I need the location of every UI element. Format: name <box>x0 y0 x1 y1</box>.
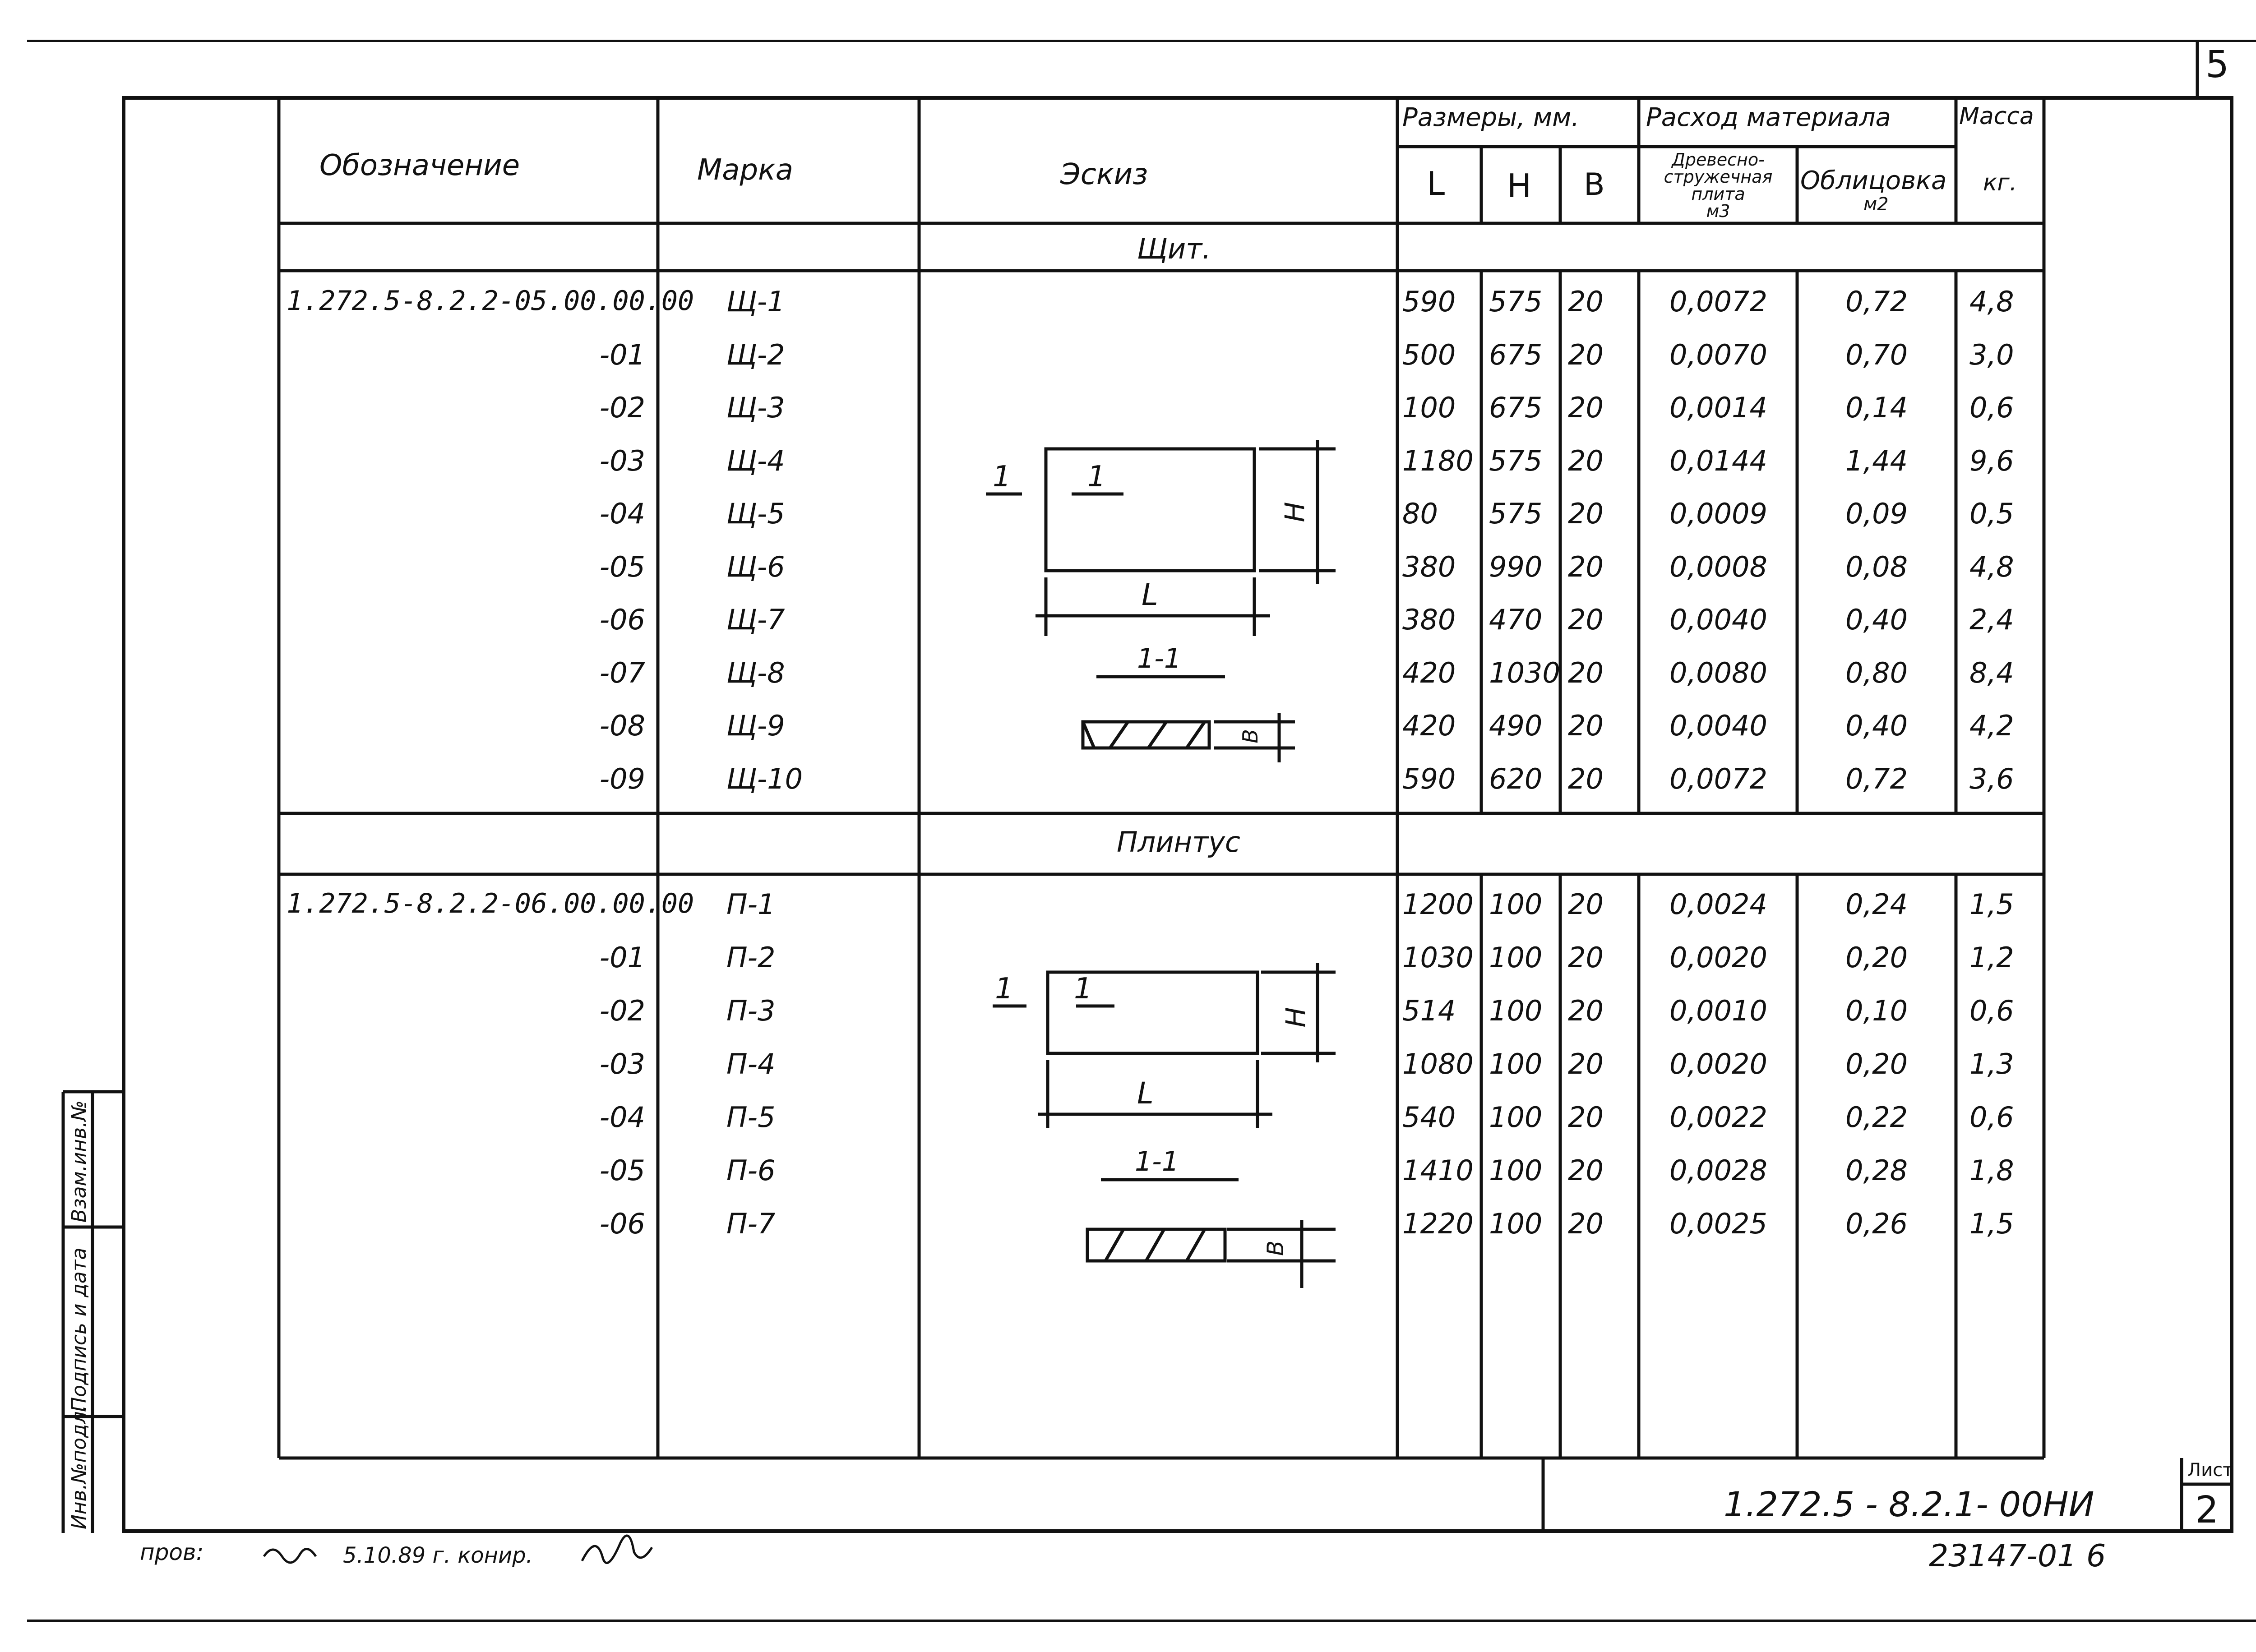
header-mark: Марка <box>697 153 793 187</box>
cell-designation-suffix: -02 <box>599 994 645 1027</box>
cell-dim-l: 380 <box>1402 550 1456 583</box>
cell-cladding-area: 0,10 <box>1845 994 1908 1027</box>
cell-mass: 0,5 <box>1969 497 2014 530</box>
cell-dim-h: 990 <box>1489 550 1543 583</box>
cell-dim-h: 100 <box>1489 1154 1543 1187</box>
cell-mark: Щ-2 <box>726 338 785 371</box>
cell-dim-h: 675 <box>1489 338 1543 371</box>
cell-dim-h: 620 <box>1489 762 1543 795</box>
cell-mass: 3,6 <box>1969 762 2014 795</box>
cell-mark: П-1 <box>726 888 776 921</box>
cell-dim-b: 20 <box>1568 338 1604 371</box>
cell-mass: 1,2 <box>1969 941 2014 974</box>
cell-chipboard-volume: 0,0014 <box>1669 391 1767 424</box>
cell-chipboard-volume: 0,0025 <box>1669 1207 1767 1240</box>
header-dim-b: B <box>1584 167 1605 203</box>
plinth-section-mark-right: 1 <box>1074 972 1092 1006</box>
cell-dim-h: 575 <box>1489 285 1543 318</box>
section2-base-code: 1.272.5-8.2.2-06.00.00.00 <box>287 888 694 919</box>
stamp-inv-original: Инв.№подл. <box>68 1405 91 1529</box>
cell-designation-suffix: -02 <box>599 391 645 424</box>
header-material-consumption: Расход материала <box>1646 103 1891 132</box>
header-chipboard-unit: м3 <box>1706 201 1730 221</box>
cell-dim-b: 20 <box>1568 603 1604 636</box>
cell-chipboard-volume: 0,0040 <box>1669 709 1767 742</box>
cell-mass: 1,5 <box>1969 888 2014 921</box>
cell-dim-h: 100 <box>1489 1207 1543 1240</box>
checked-text: 5.10.89 г. конир. <box>343 1543 533 1568</box>
plinth-section-title: 1-1 <box>1135 1146 1179 1177</box>
cell-cladding-area: 0,09 <box>1845 497 1908 530</box>
cell-dim-b: 20 <box>1568 762 1604 795</box>
cell-mark: П-6 <box>726 1154 776 1187</box>
cell-dim-b: 20 <box>1568 550 1604 583</box>
cell-mark: Щ-6 <box>726 550 785 583</box>
cell-dim-h: 1030 <box>1489 656 1560 689</box>
cell-designation-suffix: -05 <box>599 1154 645 1187</box>
cell-mass: 0,6 <box>1969 1101 2014 1134</box>
cell-dim-b: 20 <box>1568 444 1604 477</box>
cell-cladding-area: 0,40 <box>1845 603 1908 636</box>
cell-cladding-area: 0,14 <box>1845 391 1908 424</box>
header-mass-unit: кг. <box>1983 169 2017 196</box>
header-chipboard-line3: плита <box>1691 184 1745 204</box>
cell-chipboard-volume: 0,0070 <box>1669 338 1767 371</box>
cell-mark: Щ-4 <box>726 444 785 477</box>
cell-designation-suffix: -01 <box>599 338 645 371</box>
stamp-signature-date: Подпись и дата <box>68 1247 91 1412</box>
plinth-dim-b-label: B <box>1262 1240 1289 1256</box>
cell-chipboard-volume: 0,0144 <box>1669 444 1767 477</box>
cell-chipboard-volume: 0,0020 <box>1669 1047 1767 1080</box>
cell-dim-l: 590 <box>1402 762 1456 795</box>
cell-cladding-area: 0,72 <box>1845 285 1908 318</box>
panel-section-mark-left: 1 <box>993 460 1011 494</box>
cell-cladding-area: 0,24 <box>1845 888 1908 921</box>
section-title-panel: Щит. <box>1137 232 1211 265</box>
cell-cladding-area: 0,20 <box>1845 1047 1908 1080</box>
plinth-section-mark-left: 1 <box>995 972 1013 1006</box>
checked-label: пров: <box>140 1539 204 1565</box>
cell-mark: П-4 <box>726 1047 776 1080</box>
cell-mark: Щ-3 <box>726 391 785 424</box>
cell-mass: 1,3 <box>1969 1047 2014 1080</box>
header-designation: Обозначение <box>319 149 520 182</box>
cell-designation-suffix: -04 <box>599 497 645 530</box>
cell-chipboard-volume: 0,0008 <box>1669 550 1767 583</box>
cell-chipboard-volume: 0,0028 <box>1669 1154 1767 1187</box>
cell-mark: П-3 <box>726 994 776 1027</box>
header-dimensions: Размеры, мм. <box>1402 103 1580 132</box>
plinth-dim-h-label: H <box>1280 1007 1312 1028</box>
cell-mass: 0,6 <box>1969 391 2014 424</box>
cell-dim-h: 100 <box>1489 888 1543 921</box>
cell-mark: П-5 <box>726 1101 776 1134</box>
cell-chipboard-volume: 0,0010 <box>1669 994 1767 1027</box>
cell-cladding-area: 0,28 <box>1845 1154 1908 1187</box>
cell-dim-h: 490 <box>1489 709 1543 742</box>
cell-cladding-area: 0,08 <box>1845 550 1908 583</box>
cell-designation-suffix: -07 <box>599 656 645 689</box>
header-dim-l: L <box>1427 165 1445 203</box>
header-mass: Масса <box>1959 103 2034 130</box>
cell-dim-b: 20 <box>1568 888 1604 921</box>
cell-dim-b: 20 <box>1568 1101 1604 1134</box>
header-dim-h: H <box>1507 167 1532 205</box>
cell-mass: 4,2 <box>1969 709 2014 742</box>
cell-designation-suffix: -06 <box>599 603 645 636</box>
cell-mass: 1,5 <box>1969 1207 2014 1240</box>
cell-dim-h: 675 <box>1489 391 1543 424</box>
cell-dim-b: 20 <box>1568 285 1604 318</box>
cell-chipboard-volume: 0,0009 <box>1669 497 1767 530</box>
header-sketch: Эскиз <box>1060 158 1148 191</box>
header-cladding-unit: м2 <box>1863 194 1889 215</box>
header-chipboard-line2: стружечная <box>1664 167 1773 187</box>
cell-mass: 8,4 <box>1969 656 2014 689</box>
header-chipboard-line1: Древесно- <box>1672 150 1765 170</box>
cell-dim-l: 420 <box>1402 656 1456 689</box>
cell-chipboard-volume: 0,0080 <box>1669 656 1767 689</box>
cell-dim-h: 100 <box>1489 994 1543 1027</box>
cell-mark: Щ-8 <box>726 656 785 689</box>
cell-cladding-area: 0,72 <box>1845 762 1908 795</box>
cell-chipboard-volume: 0,0072 <box>1669 285 1767 318</box>
cell-dim-l: 540 <box>1402 1101 1456 1134</box>
cell-dim-l: 1200 <box>1402 888 1474 921</box>
cell-dim-b: 20 <box>1568 1154 1604 1187</box>
cell-dim-h: 100 <box>1489 941 1543 974</box>
cell-designation-suffix: -06 <box>599 1207 645 1240</box>
cell-cladding-area: 0,22 <box>1845 1101 1908 1134</box>
cell-designation-suffix: -01 <box>599 941 645 974</box>
panel-section-title: 1-1 <box>1137 643 1181 674</box>
cell-mark: Щ-1 <box>726 285 785 318</box>
cell-dim-l: 590 <box>1402 285 1456 318</box>
cell-cladding-area: 0,26 <box>1845 1207 1908 1240</box>
title-block-sheet-number: 2 <box>2195 1489 2219 1532</box>
cell-mass: 4,8 <box>1969 550 2014 583</box>
cell-designation-suffix: -05 <box>599 550 645 583</box>
section-title-plinth: Плинтус <box>1117 826 1240 858</box>
header-cladding: Облицовка <box>1800 166 1947 195</box>
cell-dim-l: 1030 <box>1402 941 1474 974</box>
cell-chipboard-volume: 0,0020 <box>1669 941 1767 974</box>
cell-dim-l: 380 <box>1402 603 1456 636</box>
cell-mark: Щ-10 <box>726 762 803 795</box>
cell-dim-b: 20 <box>1568 994 1604 1027</box>
cell-mark: Щ-7 <box>726 603 785 636</box>
cell-dim-b: 20 <box>1568 656 1604 689</box>
cell-dim-h: 100 <box>1489 1101 1543 1134</box>
cell-cladding-area: 0,80 <box>1845 656 1908 689</box>
cell-mass: 3,0 <box>1969 338 2014 371</box>
cell-dim-b: 20 <box>1568 391 1604 424</box>
cell-designation-suffix: -03 <box>599 444 645 477</box>
section1-base-code: 1.272.5-8.2.2-05.00.00.00 <box>287 285 694 317</box>
cell-dim-b: 20 <box>1568 497 1604 530</box>
cell-chipboard-volume: 0,0072 <box>1669 762 1767 795</box>
cell-dim-l: 1180 <box>1402 444 1474 477</box>
cell-chipboard-volume: 0,0040 <box>1669 603 1767 636</box>
cell-dim-l: 514 <box>1402 994 1456 1027</box>
cell-mark: Щ-5 <box>726 497 785 530</box>
cell-dim-h: 100 <box>1489 1047 1543 1080</box>
page-number: 5 <box>2205 43 2229 86</box>
cell-cladding-area: 0,70 <box>1845 338 1908 371</box>
cell-dim-b: 20 <box>1568 941 1604 974</box>
cell-chipboard-volume: 0,0022 <box>1669 1101 1767 1134</box>
cell-mass: 4,8 <box>1969 285 2014 318</box>
cell-designation-suffix: -03 <box>599 1047 645 1080</box>
cell-dim-h: 575 <box>1489 497 1543 530</box>
cell-dim-l: 100 <box>1402 391 1456 424</box>
plinth-dim-l-label: L <box>1137 1076 1154 1111</box>
cell-dim-l: 1080 <box>1402 1047 1474 1080</box>
cell-mark: П-7 <box>726 1207 776 1240</box>
cell-mass: 1,8 <box>1969 1154 2014 1187</box>
cell-chipboard-volume: 0,0024 <box>1669 888 1767 921</box>
cell-mark: П-2 <box>726 941 776 974</box>
cell-dim-l: 500 <box>1402 338 1456 371</box>
cell-mass: 2,4 <box>1969 603 2014 636</box>
panel-section-mark-right: 1 <box>1087 460 1106 494</box>
cell-dim-l: 80 <box>1402 497 1438 530</box>
archive-number: 23147-01 6 <box>1929 1538 2106 1574</box>
cell-designation-suffix: -08 <box>599 709 645 742</box>
stamp-replace-inv: Взам.инв.№ <box>68 1100 91 1223</box>
cell-dim-b: 20 <box>1568 1207 1604 1240</box>
cell-dim-b: 20 <box>1568 1047 1604 1080</box>
cell-dim-h: 575 <box>1489 444 1543 477</box>
cell-mark: Щ-9 <box>726 709 785 742</box>
cell-dim-b: 20 <box>1568 709 1604 742</box>
cell-dim-l: 1410 <box>1402 1154 1474 1187</box>
cell-mass: 0,6 <box>1969 994 2014 1027</box>
cell-dim-l: 1220 <box>1402 1207 1474 1240</box>
cell-mass: 9,6 <box>1969 444 2014 477</box>
cell-cladding-area: 0,20 <box>1845 941 1908 974</box>
cell-cladding-area: 1,44 <box>1845 444 1908 477</box>
cell-designation-suffix: -04 <box>599 1101 645 1134</box>
title-block-sheet-label: Лист <box>2187 1460 2233 1481</box>
panel-dim-b-label: B <box>1238 729 1262 743</box>
panel-dim-h-label: H <box>1279 502 1311 522</box>
cell-designation-suffix: -09 <box>599 762 645 795</box>
cell-dim-l: 420 <box>1402 709 1456 742</box>
cell-dim-h: 470 <box>1489 603 1543 636</box>
title-block-document-code: 1.272.5 - 8.2.1- 00НИ <box>1724 1484 2094 1524</box>
panel-dim-l-label: L <box>1142 577 1158 612</box>
cell-cladding-area: 0,40 <box>1845 709 1908 742</box>
